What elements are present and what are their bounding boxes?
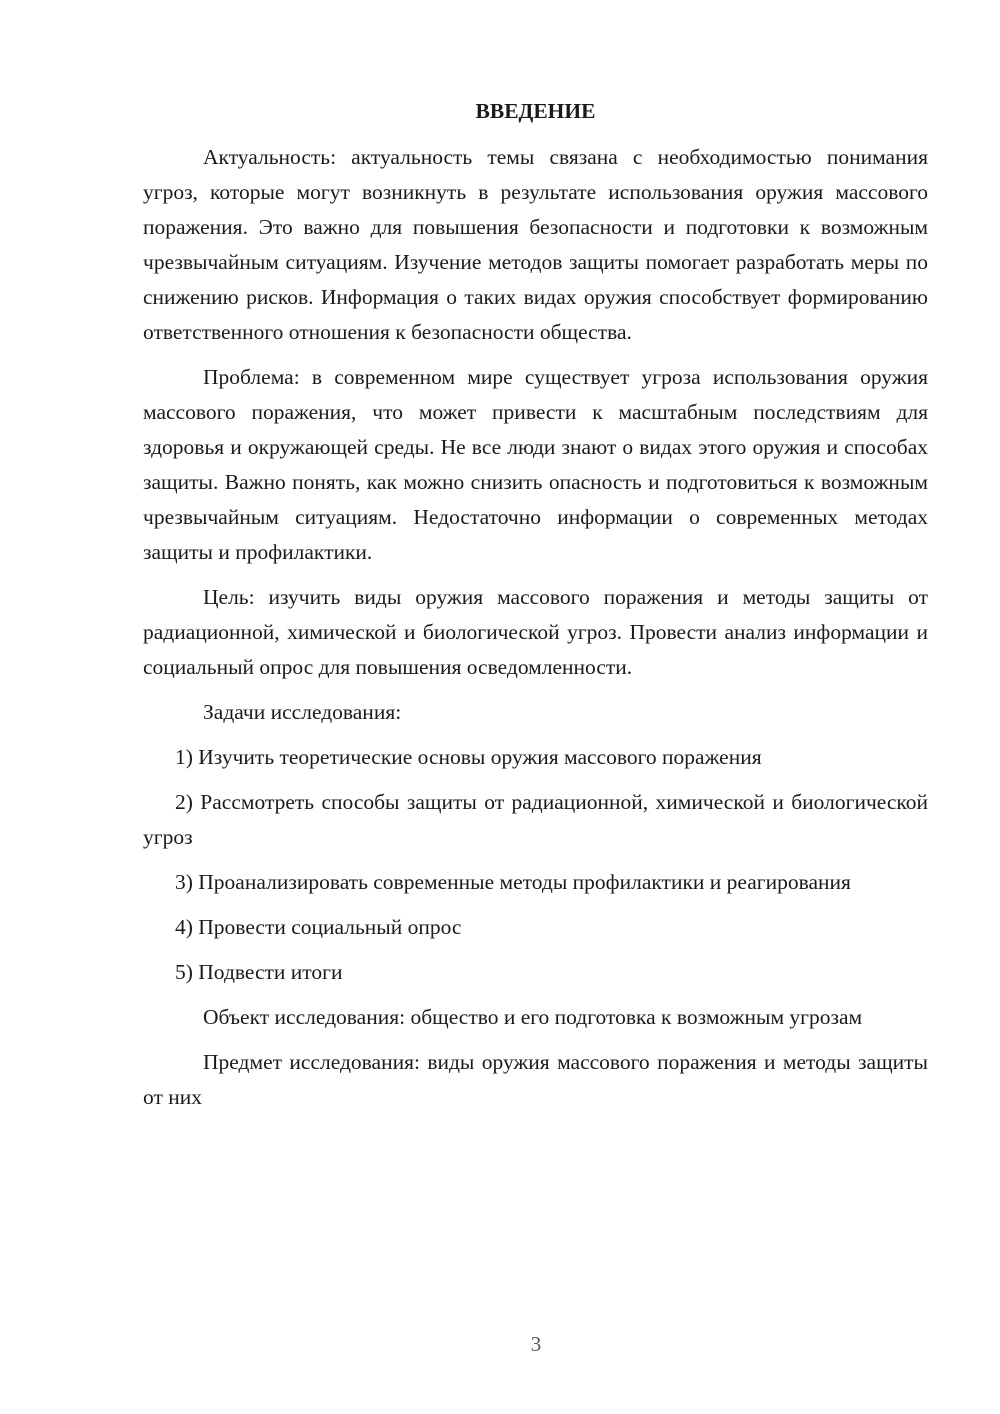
object-paragraph: Объект исследования: общество и его подготовка к возможным угрозам bbox=[203, 1005, 863, 1029]
subject-paragraph: Предмет исследования: виды оружия массового поражения и методы защиты от них bbox=[143, 1050, 928, 1109]
goal-paragraph: Цель: изучить виды оружия массового поражения и методы защиты от радиационной, химической и биологической угроз. Провести анализ информации и социальный опрос для повышения осведомленности. bbox=[143, 585, 928, 679]
task-item-3: 3) Проанализировать современные методы профилактики и реагирования bbox=[175, 870, 851, 894]
page-number: 3 bbox=[530, 1332, 542, 1356]
page-content bbox=[143, 96, 928, 1125]
relevance-paragraph: Актуальность: актуальность темы связана с необходимостью понимания угроз, которые могут возникнуть в результате использования оружия массового поражения. Это важно для повышения безопасности и подготовки к возможным чрезвычайным ситуациям. Изучение методов защиты помогает разработать меры по снижению рисков. Информация о таких видах оружия способствует формированию ответственного отношения к безопасности общества. bbox=[143, 145, 928, 344]
task-item-4: 4) Провести социальный опрос bbox=[175, 915, 462, 939]
problem-paragraph: Проблема: в современном мире существует угроза использования оружия массового поражения, что может привести к масштабным последствиям для здоровья и окружающей среды. Не все люди знают о видах этого оружия и способах защиты. Важно понять, как можно снизить опасность и подготовиться к возможным чрезвычайным ситуациям. Недостаточно информации о современных методах защиты и профилактики. bbox=[143, 365, 928, 564]
task-item-5: 5) Подвести итоги bbox=[175, 960, 343, 984]
task-item-1: 1) Изучить теоретические основы оружия массового поражения bbox=[175, 745, 762, 769]
tasks-heading: Задачи исследования: bbox=[203, 700, 402, 724]
task-item-2: 2) Рассмотреть способы защиты от радиационной, химической и биологической угроз bbox=[143, 790, 928, 849]
section-title: ВВЕДЕНИЕ bbox=[475, 99, 596, 123]
